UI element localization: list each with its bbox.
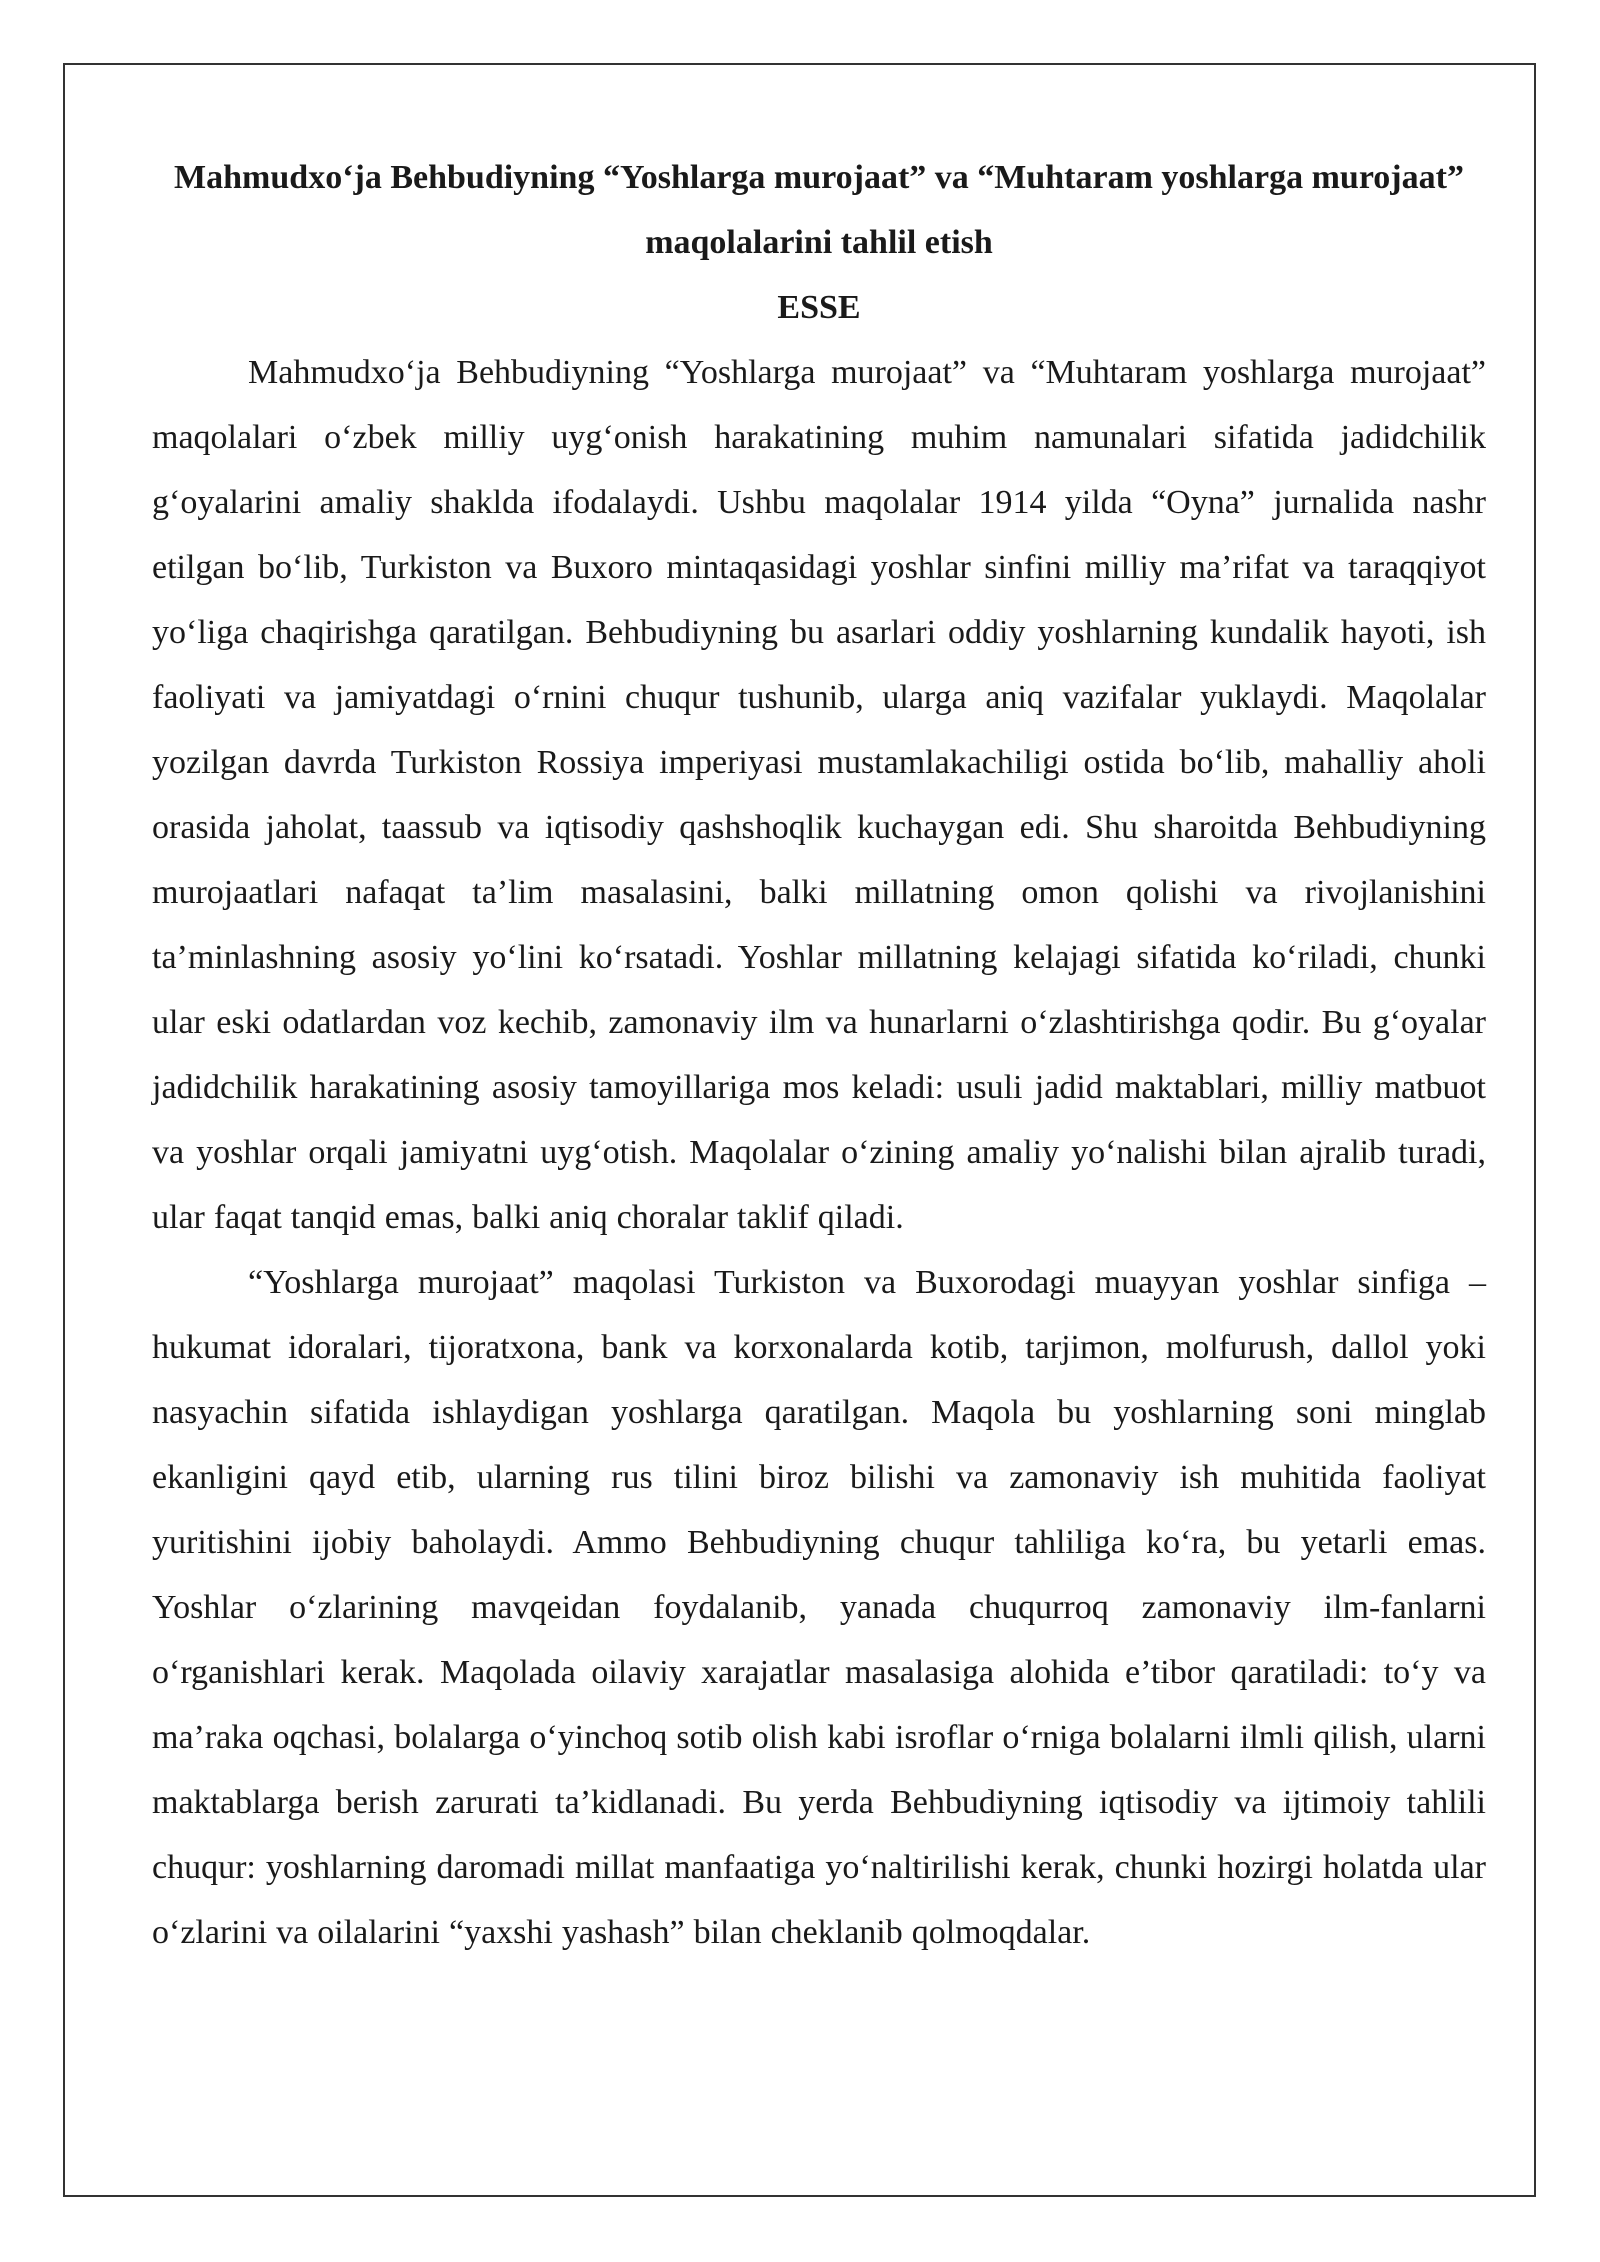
document-title: Mahmudxo‘ja Behbudiyning “Yoshlarga murojaat” va “Muhtaram yoshlarga murojaat” maqolalarini tahlil etish [174, 159, 1464, 261]
paragraph: Mahmudxo‘ja Behbudiyning “Yoshlarga murojaat” va “Muhtaram yoshlarga murojaat” maqolalari o‘zbek milliy uyg‘onish harakatining muhim namunalari sifatida jadidchilik g‘oyalarini amaliy shaklda ifodalaydi. Ushbu maqolalar 1914 yilda “Oyna” jurnalida nashr etilgan bo‘lib, Turkiston va Buxoro mintaqasidagi yoshlar sinfini milliy ma’rifat va taraqqiyot yo‘liga chaqirishga qaratilgan. Behbudiyning bu asarlari oddiy yoshlarning kundalik hayoti, ish faoliyati va jamiyatdagi o‘rnini chuqur tushunib, ularga aniq vazifalar yuklaydi. Maqolalar yozilgan davrda Turkiston Rossiya imperiyasi mustamlakachiligi ostida bo‘lib, mahalliy aholi orasida jaholat, taassub va iqtisodiy qashshoqlik kuchaygan edi. Shu sharoitda Behbudiyning murojaatlari nafaqat ta’lim masalasini, balki millatning omon qolishi va rivojlanishini ta’minlashning asosiy yo‘lini ko‘rsatadi. Yoshlar millatning kelajagi sifatida ko‘riladi, chunki ular eski odatlardan voz kechib, zamonaviy ilm va hunarlarni o‘zlashtirishga qodir. Bu g‘oyalar jadidchilik harakatining asosiy tamoyillariga mos keladi: usuli jadid maktablari, milliy matbuot va yoshlar orqali jamiyatni uyg‘otish. Maqolalar o‘zining amaliy yo‘nalishi bilan ajralib turadi, ular faqat tanqid emas, balki aniq choralar taklif qiladi. [152, 354, 1486, 1236]
paragraph: “Yoshlarga murojaat” maqolasi Turkiston va Buxorodagi muayyan yoshlar sinfiga – hukumat idoralari, tijoratxona, bank va korxonalarda kotib, tarjimon, molfurush, dallol yoki nasyachin sifatida ishlaydigan yoshlarga qaratilgan. Maqola bu yoshlarning soni minglab ekanligini qayd etib, ularning rus tilini biroz bilishi va zamonaviy ish muhitida faoliyat yuritishini ijobiy baholaydi. Ammo Behbudiyning chuqur tahliliga ko‘ra, bu yetarli emas. Yoshlar o‘zlarining mavqeidan foydalanib, yanada chuqurroq zamonaviy ilm-fanlarni o‘rganishlari kerak. Maqolada oilaviy xarajatlar masalasiga alohida e’tibor qaratiladi: to‘y va ma’raka oqchasi, bolalarga o‘yinchoq sotib olish kabi isroflar o‘rniga bolalarni ilmli qilish, ularni maktablarga berish zarurati ta’kidlanadi. Bu yerda Behbudiyning iqtisodiy va ijtimoiy tahlili chuqur: yoshlarning daromadi millat manfaatiga yo‘naltirilishi kerak, chunki hozirgi holatda ular o‘zlarini va oilalarini “yaxshi yashash” bilan cheklanib qolmoqdalar. [152, 1264, 1486, 1951]
document-genre: ESSE [777, 289, 861, 326]
document-body [152, 145, 1486, 1965]
